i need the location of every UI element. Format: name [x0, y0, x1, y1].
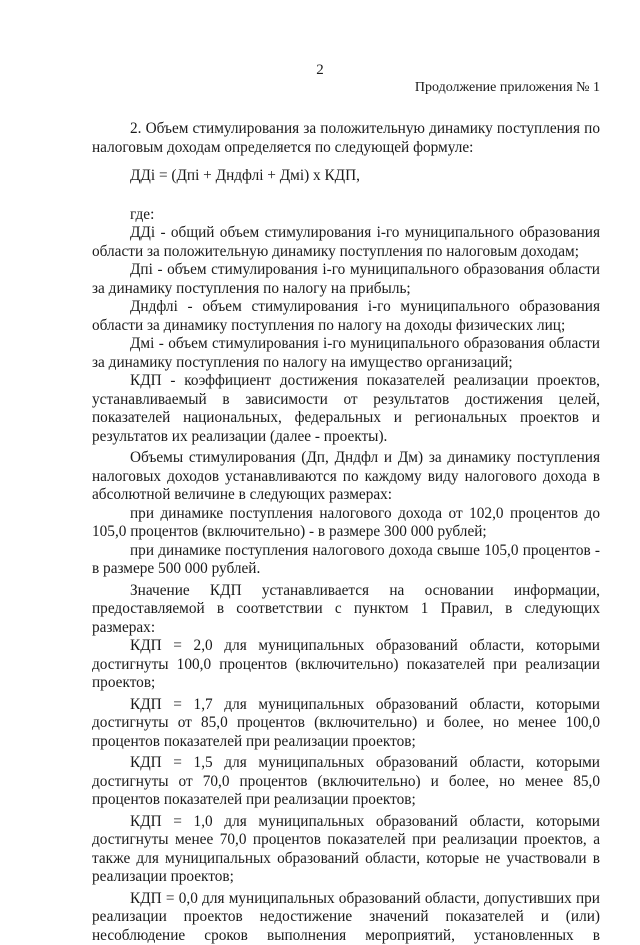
definition-dpi: Дпi - объем стимулирования i-го муниципального образования области за динамику поступления по налогу на прибыль;: [92, 261, 600, 298]
definition-dndfli: Дндфлi - объем стимулирования i-го муниципального образования области за динамику поступления по налогу на доходы физических лиц;: [92, 298, 600, 335]
paragraph-rate-105: при динамике поступления налогового дохода свыше 105,0 процентов - в размере 500 000 рублей.: [92, 542, 600, 579]
page-number: 2: [0, 62, 640, 79]
definition-kdp: КДП - коэффициент достижения показателей реализации проектов, устанавливаемый в зависимости от результатов достижения целей, показателей национальных, федеральных и региональных проектов и результатов их реализации (далее - проекты).: [92, 372, 600, 446]
document-body: [92, 120, 600, 945]
paragraph-volumes: Объемы стимулирования (Дп, Дндфл и Дм) за динамику поступления налоговых доходов устанавливаются по каждому виду налогового дохода в абсолютной величине в следующих размерах:: [92, 449, 600, 505]
paragraph-kdp-0-0: КДП = 0,0 для муниципальных образований области, допустивших при реализации проектов недостижение значений показателей и (или) несоблюдение сроков выполнения мероприятий, установленных в: [92, 890, 600, 945]
paragraph-where: где:: [92, 206, 600, 225]
paragraph-kdp-1-5: КДП = 1,5 для муниципальных образований области, которыми достигнуты от 70,0 процентов (включительно) и более, но менее 85,0 процентов показателей при реализации проектов;: [92, 754, 600, 810]
paragraph-kdp-value: Значение КДП устанавливается на основании информации, предоставляемой в соответствии с пунктом 1 Правил, в следующих размерах:: [92, 582, 600, 638]
paragraph-rate-102: при динамике поступления налогового дохода от 102,0 процентов до 105,0 процентов (включительно) - в размере 300 000 рублей;: [92, 505, 600, 542]
definition-ddi: ДДi - общий объем стимулирования i-го муниципального образования области за положительную динамику поступления по налоговым доходам;: [92, 224, 600, 261]
paragraph-kdp-1-0: КДП = 1,0 для муниципальных образований области, которыми достигнуты менее 70,0 процентов показателей при реализации проектов, а также для муниципальных образований области, которые не участвовали в реализации проектов;: [92, 813, 600, 887]
appendix-label: Продолжение приложения № 1: [415, 80, 600, 96]
formula: ДДi = (Дпi + Дндфлi + Дмi) x КДП,: [92, 167, 600, 186]
paragraph-kdp-1-7: КДП = 1,7 для муниципальных образований области, которыми достигнуты от 85,0 процентов (включительно) и более, но менее 100,0 процентов показателей при реализации проектов;: [92, 696, 600, 752]
paragraph-intro: 2. Объем стимулирования за положительную динамику поступления по налоговым доходам определяется по следующей формуле:: [92, 120, 600, 157]
paragraph-kdp-2-0: КДП = 2,0 для муниципальных образований области, которыми достигнуты 100,0 процентов (включительно) показателей при реализации проектов;: [92, 637, 600, 693]
definition-dmi: Дмi - объем стимулирования i-го муниципального образования области за динамику поступления по налогу на имущество организаций;: [92, 335, 600, 372]
